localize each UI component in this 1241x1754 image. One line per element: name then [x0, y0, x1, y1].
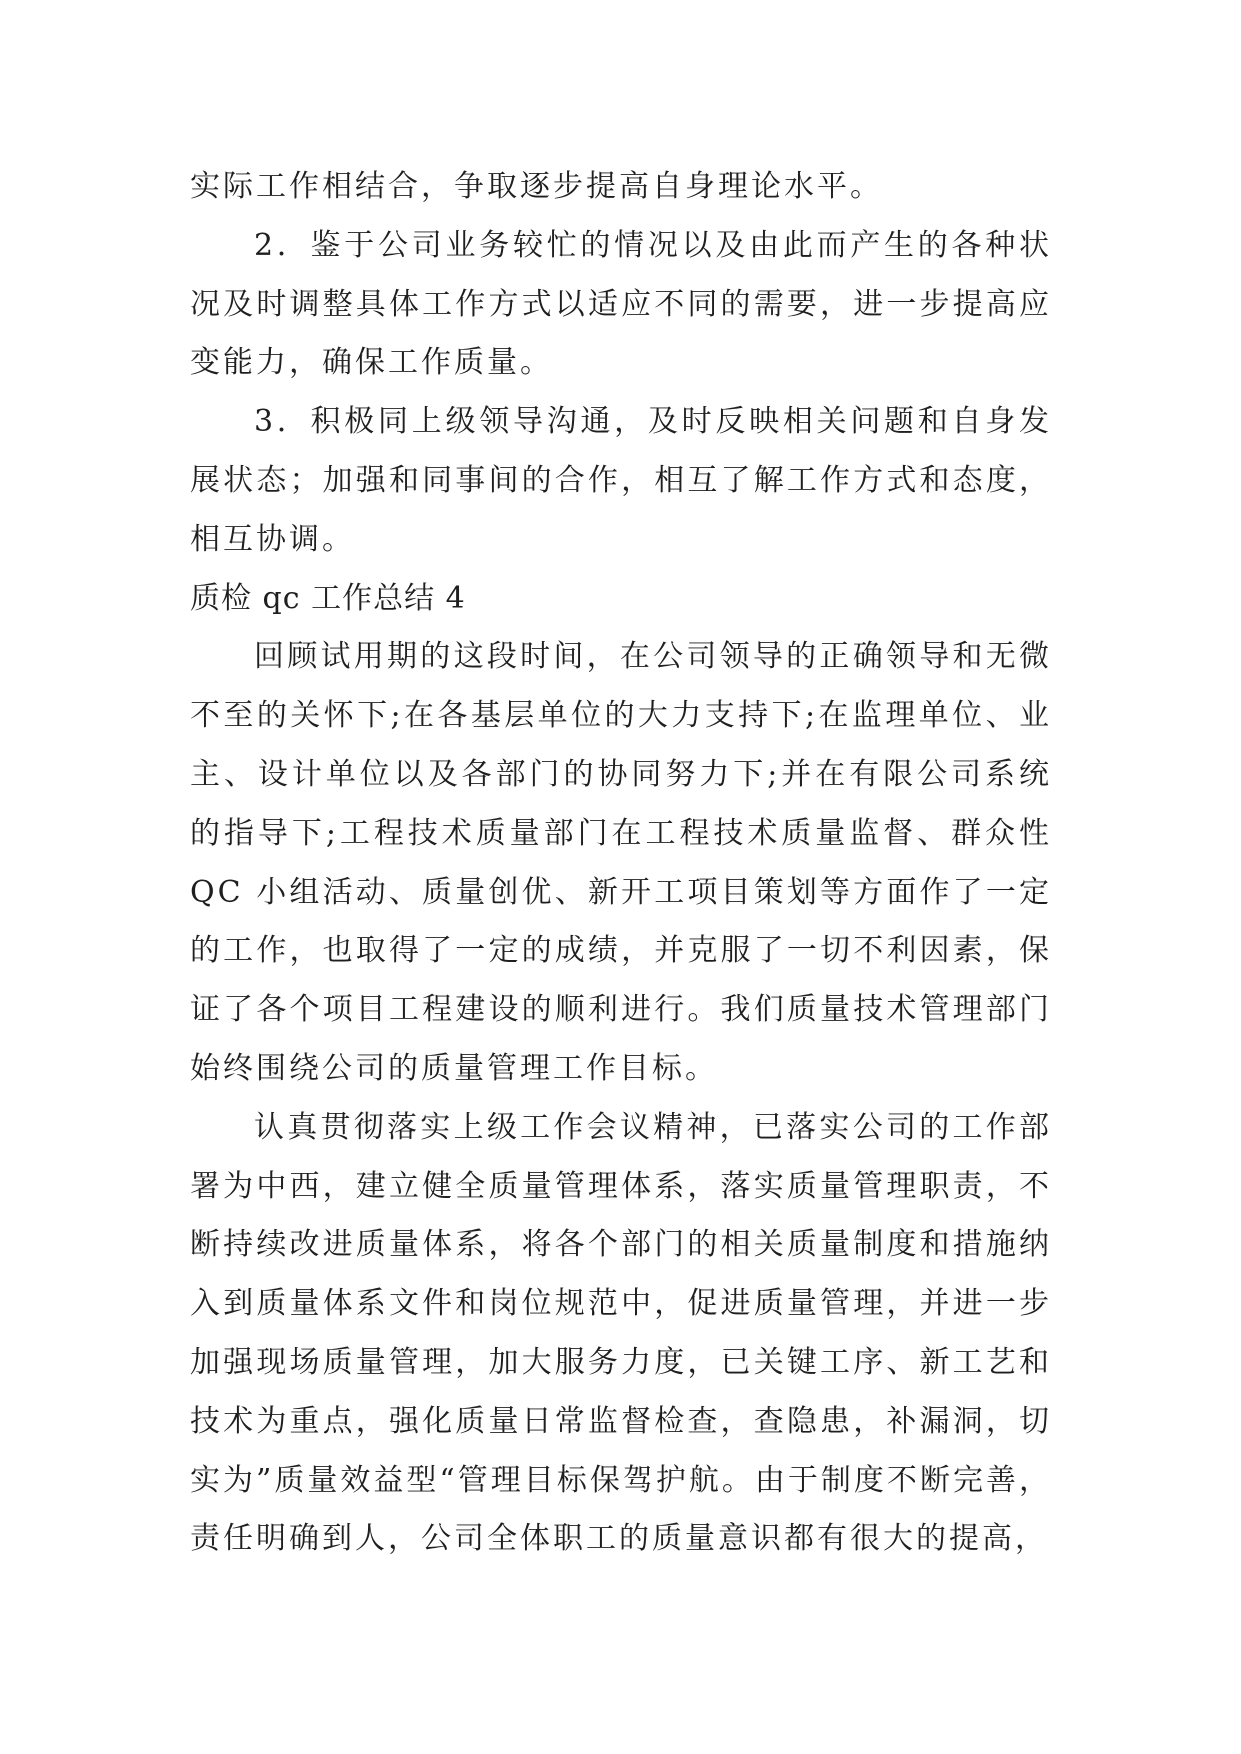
document-body: [190, 158, 1052, 1569]
paragraph-item-3: 3．积极同上级领导沟通，及时反映相关问题和自身发展状态；加强和同事间的合作，相互了解工作方式和态度，相互协调。: [190, 404, 1052, 557]
paragraph-implementation: 认真贯彻落实上级工作会议精神，已落实公司的工作部署为中西，建立健全质量管理体系，落实质量管理职责，不断持续改进质量体系，将各个部门的相关质量制度和措施纳入到质量体系文件和岗位规范中，促进质量管理，并进一步加强现场质量管理，加大服务力度，已关键工序、新工艺和技术为重点，强化质量日常监督检查，查隐患，补漏洞，切实为”质量效益型“管理目标保驾护航。由于制度不断完善，责任明确到人，公司全体职工的质量意识都有很大的提高，: [190, 1109, 1052, 1557]
paragraph-item-2: 2．鉴于公司业务较忙的情况以及由此而产生的各种状况及时调整具体工作方式以适应不同的需要，进一步提高应变能力，确保工作质量。: [190, 227, 1052, 381]
paragraph-continuation: 实际工作相结合，争取逐步提高自身理论水平。: [190, 169, 883, 204]
paragraph-review: 回顾试用期的这段时间，在公司领导的正确领导和无微不至的关怀下;在各基层单位的大力支持下;在监理单位、业主、设计单位以及各部门的协同努力下;并在有限公司系统的指导下;工程技术质量部门在工程技术质量监督、群众性QC 小组活动、质量创优、新开工项目策划等方面作了一定的工作，也取得了一定的成绩，并克服了一切不利因素，保证了各个项目工程建设的顺利进行。我们质量技术管理部门始终围绕公司的质量管理工作目标。: [190, 639, 1052, 1086]
section-heading: 质检 qc 工作总结 4: [190, 580, 466, 616]
